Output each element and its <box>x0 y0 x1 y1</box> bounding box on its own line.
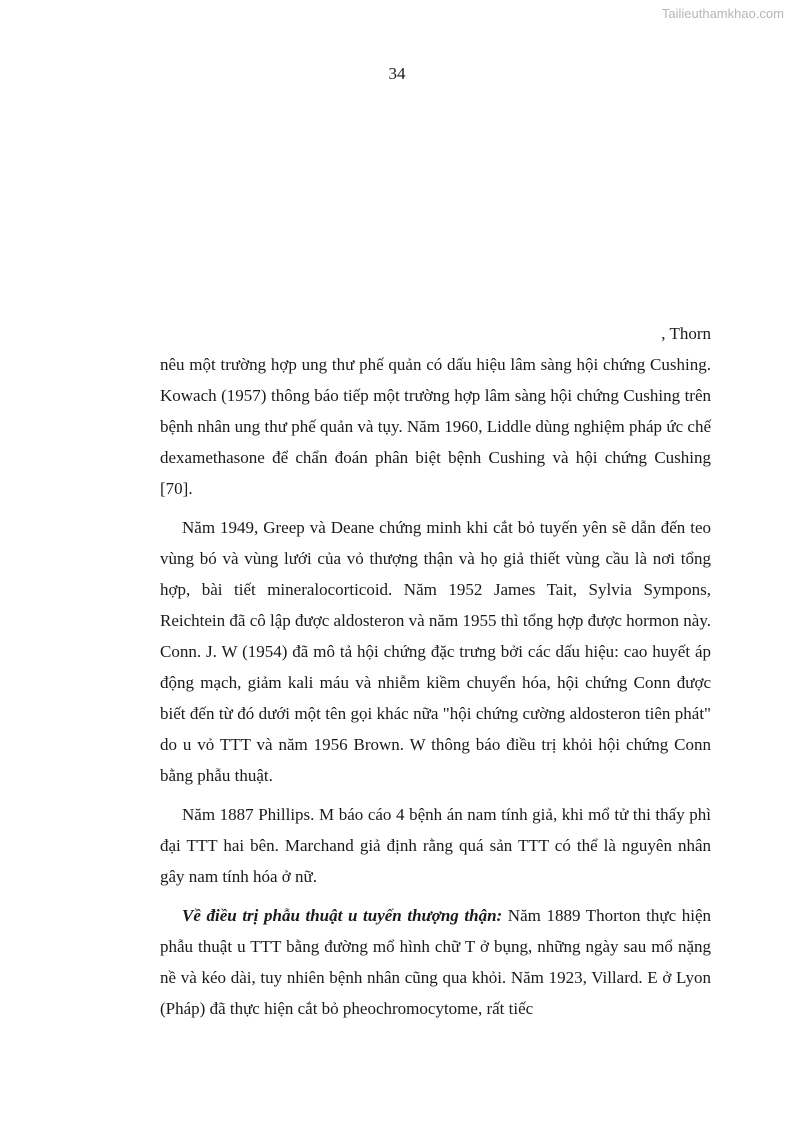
body-text <box>160 318 711 1024</box>
paragraph <box>160 900 711 1024</box>
page-number: 34 <box>388 64 406 83</box>
paragraph: nêu một trường hợp ung thư phế quản có dấu hiệu lâm sàng hội chứng Cushing. Kowach (1957) thông báo tiếp một trường hợp lâm sàng hội chứng Cushing trên bệnh nhân ung thư phế quản và tụy. Năm 1960, Liddle dùng nghiệm pháp ức chế dexamethasone để chẩn đoán phân biệt bệnh Cushing và hội chứng Cushing [70]. <box>160 355 711 498</box>
paragraph: Năm 1949, Greep và Deane chứng minh khi cắt bỏ tuyến yên sẽ dẫn đến teo vùng bó và vùng lưới của vỏ thượng thận và họ giả thiết vùng cầu là nơi tổng hợp, bài tiết mineralocorticoid. Năm 1952 James Tait, Sylvia Sympons, Reichtein đã cô lập được aldosteron và năm 1955 thì tổng hợp được hormon này. Conn. J. W (1954) đã mô tả hội chứng đặc trưng bởi các dấu hiệu: cao huyết áp động mạch, giảm kali máu và nhiễm kiềm chuyển hóa, hội chứng Conn được biết đến từ đó dưới một tên gọi khác nữa "hội chứng cường aldosteron tiên phát" do u vỏ TTT và năm 1956 Brown. W thông báo điều trị khỏi hội chứng Conn bằng phẫu thuật. <box>160 518 711 785</box>
section-heading: Về điều trị phẫu thuật u tuyến thượng thận: <box>182 906 503 925</box>
watermark: Tailieuthamkhao.com <box>661 6 784 21</box>
paragraph: Năm 1887 Phillips. M báo cáo 4 bệnh án nam tính giả, khi mổ tử thi thấy phì đại TTT hai bên. Marchand giả định rằng quá sản TTT có thể là nguyên nhân gây nam tính hóa ở nữ. <box>160 805 711 886</box>
paragraph-text: Năm 1889 Thorton thực hiện phẫu thuật u TTT bằng đường mổ hình chữ T ở bụng, những ngày sau mổ nặng nề và kéo dài, tuy nhiên bệnh nhân cũng qua khỏi. Năm 1923, Villard. E ở Lyon (Pháp) đã thực hiện cắt bỏ pheochromocytome, rất tiếc <box>160 906 711 1018</box>
text-fragment: , Thorn <box>661 324 711 343</box>
